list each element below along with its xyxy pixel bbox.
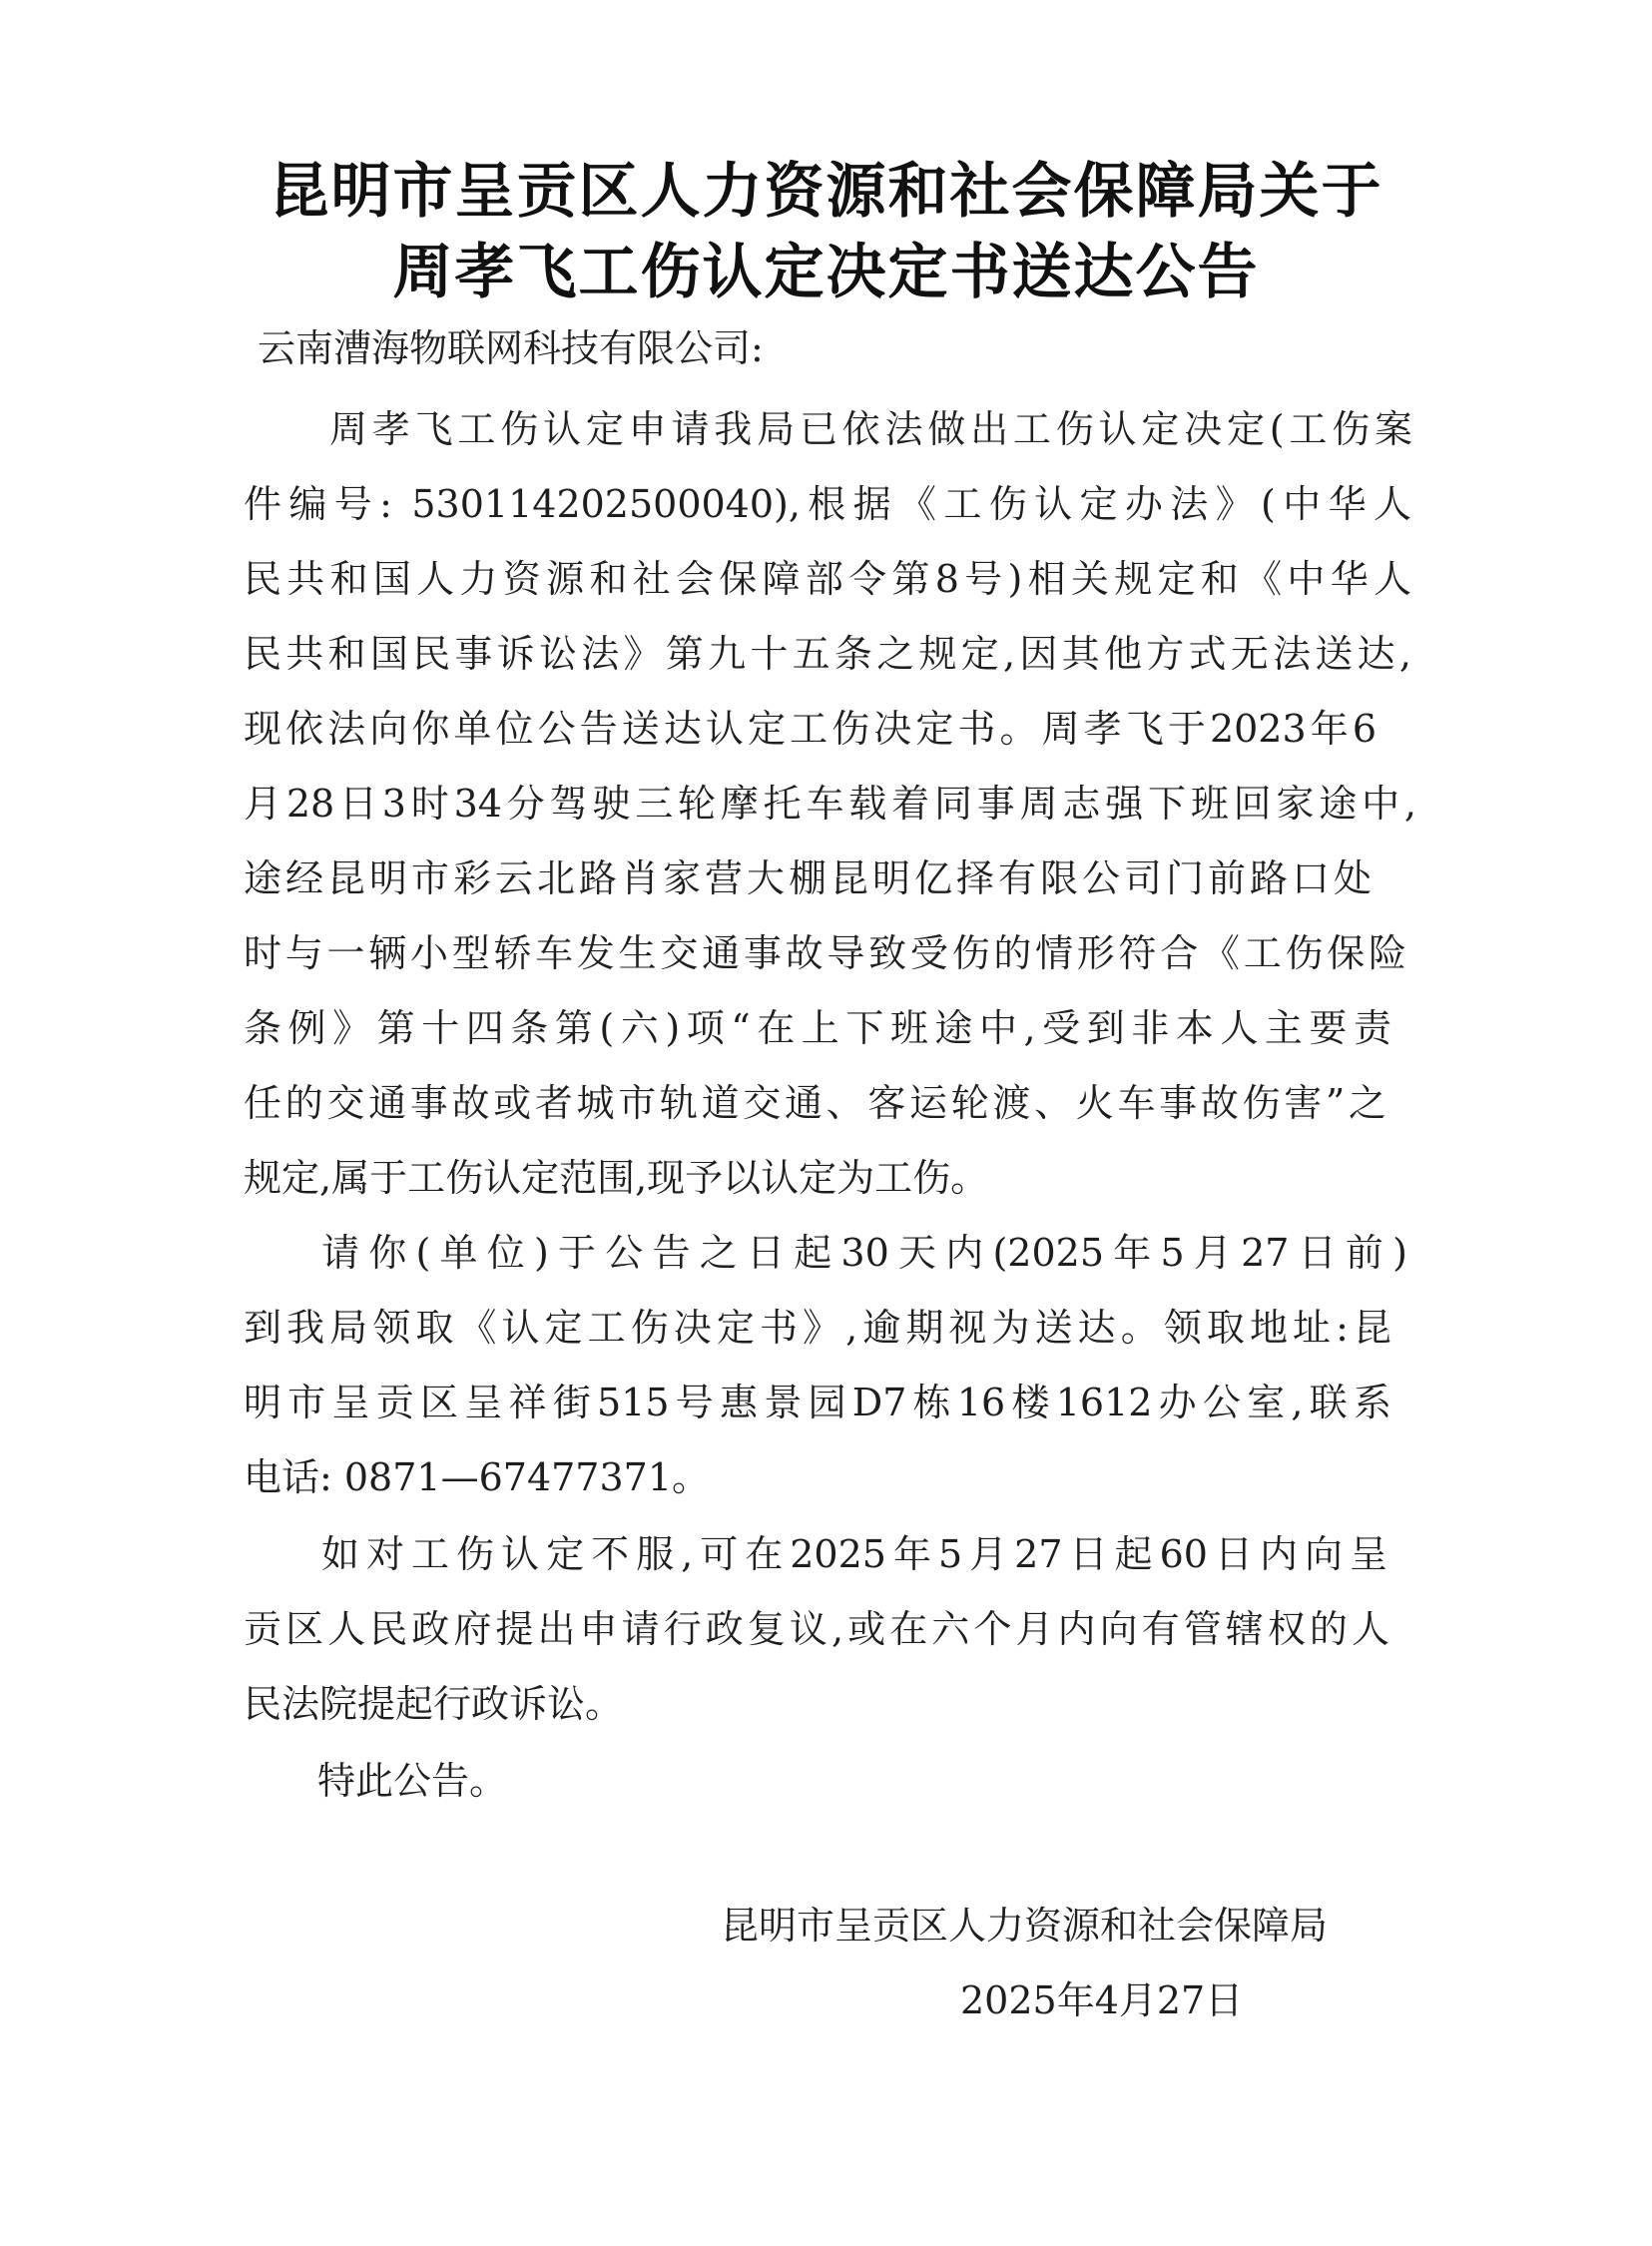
closing-statement: 特此公告。 xyxy=(317,1759,508,1803)
paragraph-2-line-1: 请你(单位)于公告之日起30天内(2025年5月27日前) xyxy=(321,1231,1407,1275)
paragraph-1-line-3: 民共和国人力资源和社会保障部令第8号)相关规定和《中华人 xyxy=(244,557,1411,601)
paragraph-2-line-3: 明市呈贡区呈祥街515号惠景园D7栋16楼1612办公室,联系 xyxy=(244,1381,1391,1424)
document-title-line-1: 昆明市呈贡区人力资源和社会保障局关于 xyxy=(269,157,1383,227)
paragraph-1-line-6: 月28日3时34分驾驶三轮摩托车载着同事周志强下班回家途中, xyxy=(244,782,1416,826)
paragraph-2-line-4: 电话: 0871—67477371。 xyxy=(244,1455,711,1499)
paragraph-1-line-4: 民共和国民事诉讼法》第九十五条之规定,因其他方式无法送达, xyxy=(244,632,1411,676)
issuing-authority: 昆明市呈贡区人力资源和社会保障局 xyxy=(721,1904,1329,1948)
paragraph-1-line-1: 周孝飞工伤认定申请我局已依法做出工伤认定决定(工伤案 xyxy=(329,407,1412,451)
addressee: 云南漕海物联网科技有限公司: xyxy=(258,326,764,370)
paragraph-1-line-5: 现依法向你单位公告送达认定工伤决定书。周孝飞于2023年6 xyxy=(244,707,1377,751)
paragraph-1-line-10: 任的交通事故或者城市轨道交通、客运轮渡、火车事故伤害”之 xyxy=(244,1081,1386,1125)
paragraph-2-line-2: 到我局领取《认定工伤决定书》,逾期视为送达。领取地址:昆 xyxy=(244,1306,1391,1350)
paragraph-1-line-11: 规定,属于工伤认定范围,现予以认定为工伤。 xyxy=(244,1156,989,1200)
paragraph-1-line-7: 途经昆明市彩云北路肖家营大棚昆明亿择有限公司门前路口处 xyxy=(244,856,1372,900)
issue-date: 2025年4月27日 xyxy=(960,1978,1244,2022)
paragraph-3-line-3: 民法院提起行政诉讼。 xyxy=(244,1682,624,1726)
paragraph-1-line-2: 件编号: 530114202500040),根据《工伤认定办法》(中华人 xyxy=(244,482,1411,526)
paragraph-3-line-2: 贡区人民政府提出申请行政复议,或在六个月内向有管辖权的人 xyxy=(244,1607,1389,1651)
document-title-line-2: 周孝飞工伤认定决定书送达公告 xyxy=(392,238,1260,307)
paragraph-3-line-1: 如对工伤认定不服,可在2025年5月27日起60日内向呈 xyxy=(321,1532,1387,1576)
paragraph-1-line-8: 时与一辆小型轿车发生交通事故导致受伤的情形符合《工伤保险 xyxy=(244,931,1406,975)
paragraph-1-line-9: 条例》第十四条第(六)项“在上下班途中,受到非本人主要责 xyxy=(244,1006,1391,1050)
